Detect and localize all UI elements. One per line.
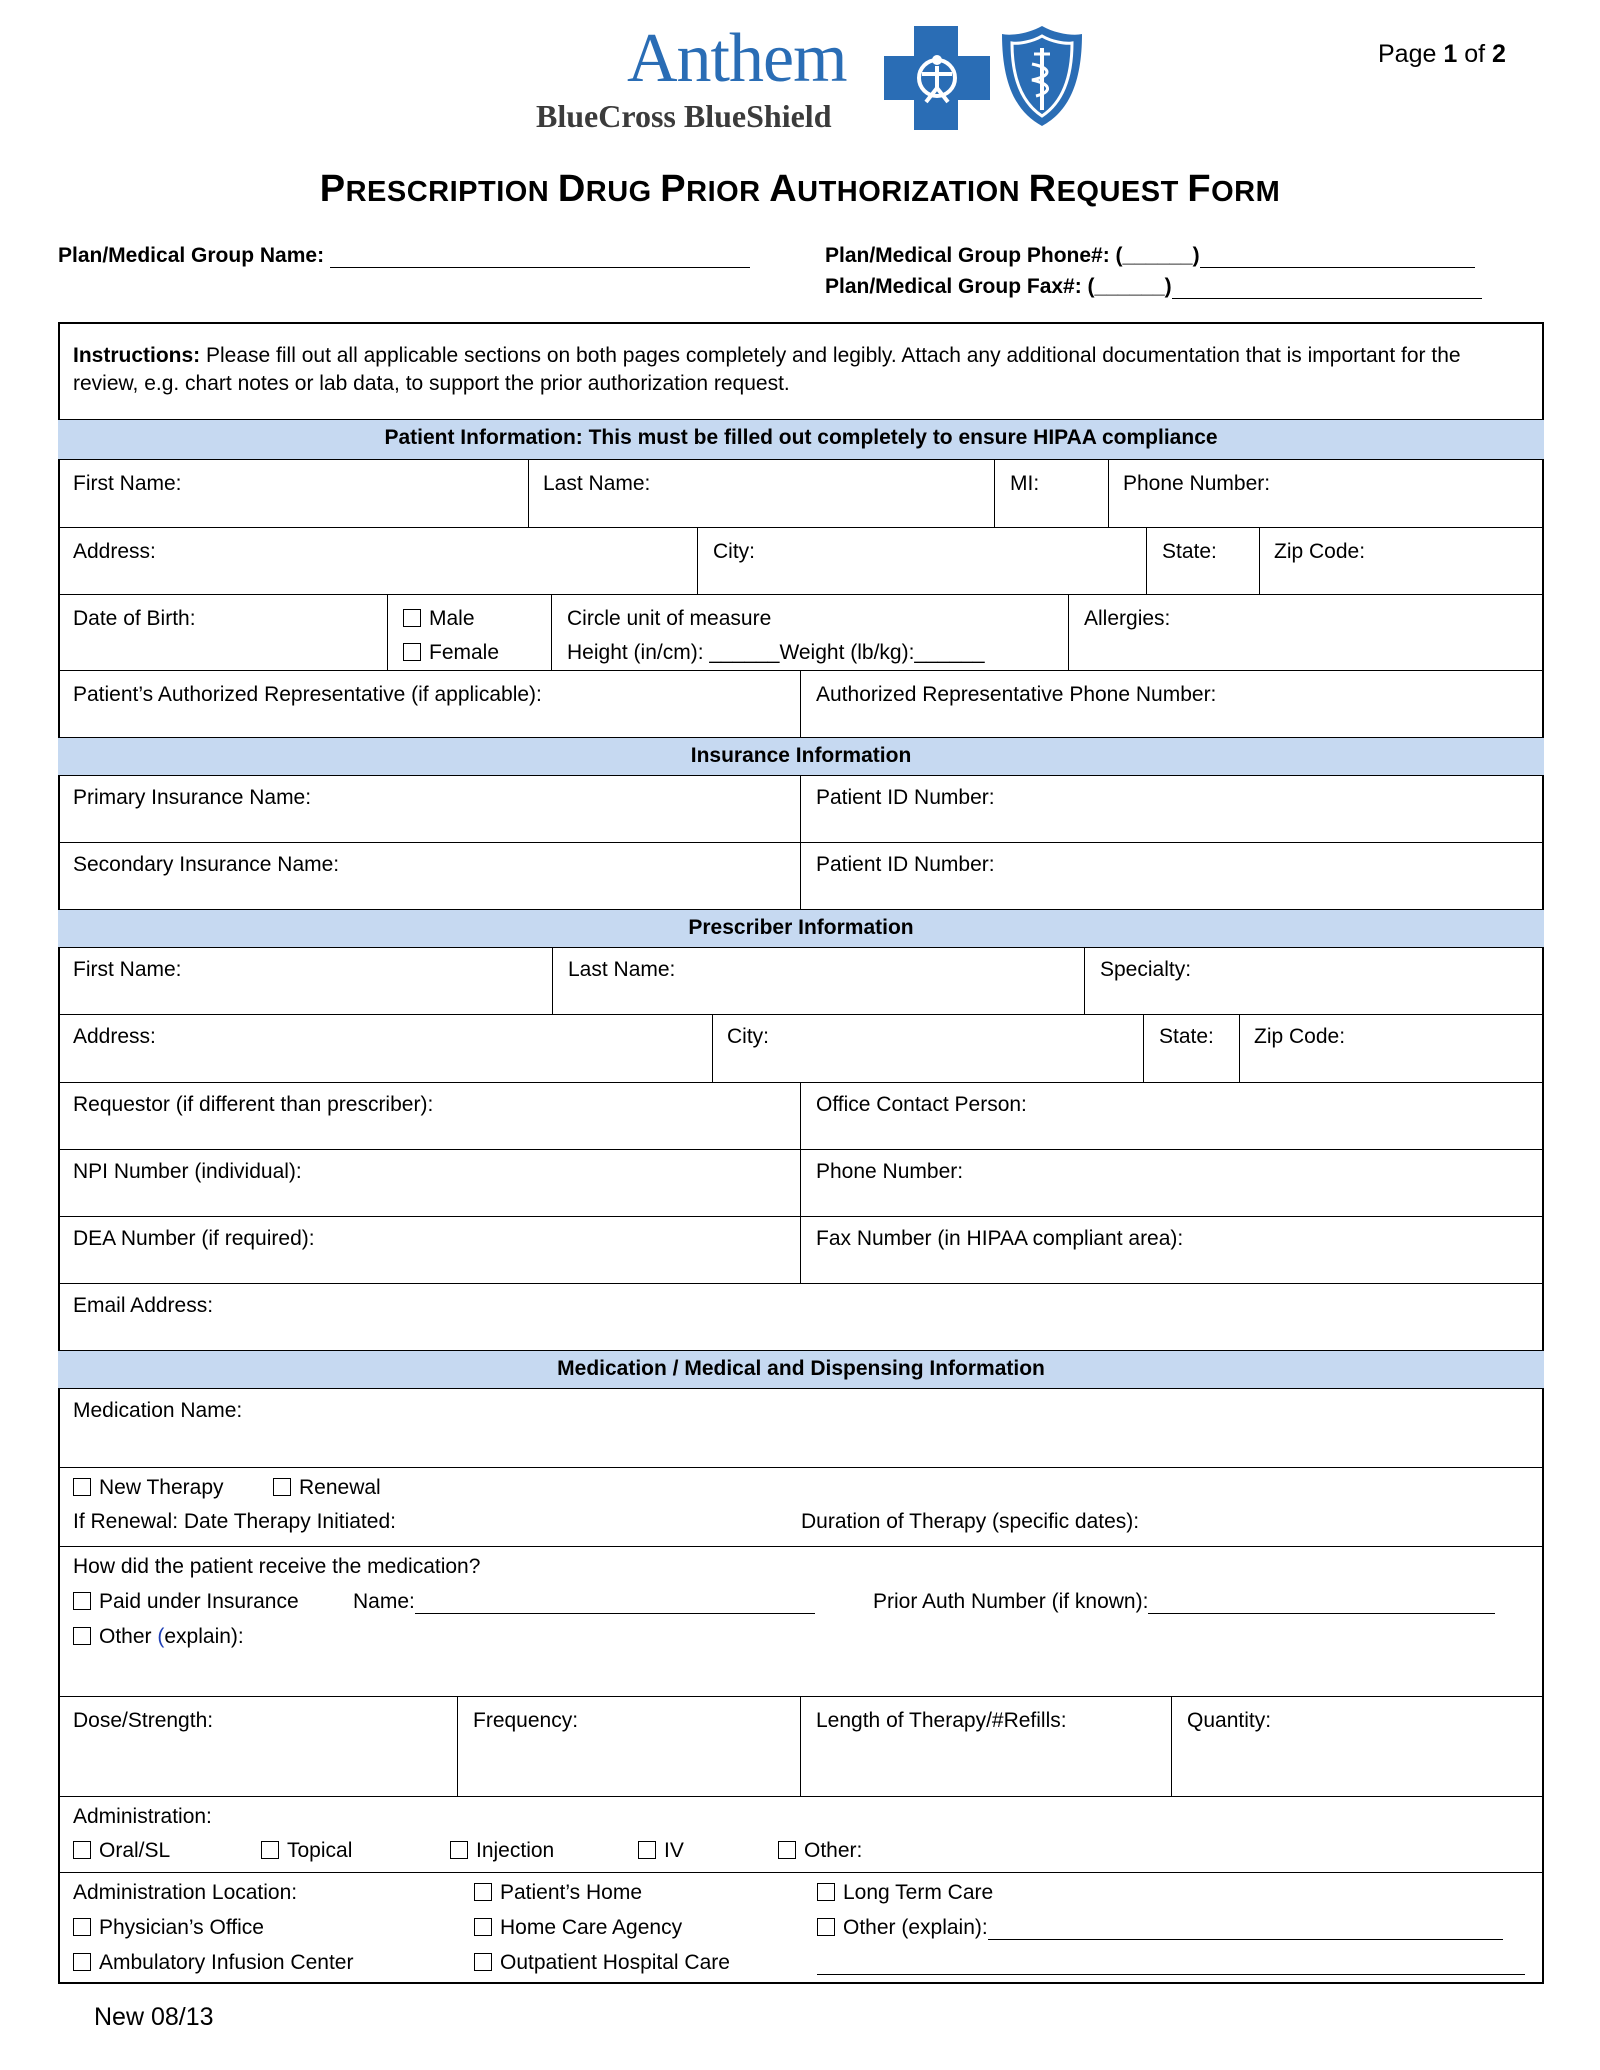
admin-iv-checkbox[interactable]: [638, 1841, 656, 1859]
frequency-field[interactable]: [458, 1697, 801, 1796]
dose-label: Dose/Strength:: [73, 1709, 214, 1732]
duration-label: Duration of Therapy (specific dates):: [801, 1510, 1140, 1533]
loc-other-label: Other (explain):: [843, 1916, 988, 1939]
male-checkbox[interactable]: [403, 609, 421, 627]
prescriber-first-name-field[interactable]: [58, 948, 553, 1014]
plan-name-field[interactable]: [330, 247, 750, 268]
admin-topical-label: Topical: [287, 1839, 353, 1862]
insurance-name-label: Name:: [353, 1590, 815, 1614]
patient-state-label: State:: [1162, 540, 1217, 563]
administration-label: Administration:: [73, 1805, 212, 1828]
patient-height-weight-field[interactable]: [552, 595, 1069, 670]
loc-outpatient-label: Outpatient Hospital Care: [500, 1951, 730, 1974]
prescriber-name-row: [58, 948, 1544, 1015]
prescriber-specialty-label: Specialty:: [1100, 958, 1192, 981]
email-label: Email Address:: [73, 1294, 214, 1317]
secondary-insurance-field[interactable]: [58, 843, 801, 909]
email-row: [58, 1284, 1544, 1351]
plan-phone-label: Plan/Medical Group Phone#: (______): [825, 244, 1475, 268]
page-number: Page 1 of 2: [1378, 40, 1506, 68]
loc-patient-home-checkbox[interactable]: [474, 1883, 492, 1901]
secondary-patient-id-field[interactable]: [801, 843, 1544, 909]
patient-state-field[interactable]: [1147, 528, 1260, 594]
prescriber-section-header: Prescriber Information: [58, 910, 1544, 948]
prescriber-specialty-field[interactable]: [1085, 948, 1544, 1014]
title-initial: F: [1187, 168, 1212, 210]
prescriber-city-field[interactable]: [713, 1015, 1144, 1082]
patient-mi-label: MI:: [1010, 472, 1040, 495]
new-therapy-label: New Therapy: [99, 1476, 224, 1499]
patient-last-name-label: Last Name:: [543, 472, 651, 495]
admin-oral-label: Oral/SL: [99, 1839, 171, 1862]
patient-allergies-label: Allergies:: [1084, 607, 1171, 630]
patient-section-header: Patient Information: This must be filled out completely to ensure HIPAA compliance: [58, 420, 1544, 460]
primary-patient-id-label: Patient ID Number:: [816, 786, 995, 809]
loc-patient-home-option[interactable]: [474, 1881, 642, 1905]
blue-cross-logo: [882, 26, 992, 130]
patient-first-name-field[interactable]: [58, 460, 529, 527]
patient-city-label: City:: [713, 540, 755, 563]
patient-allergies-field[interactable]: [1069, 595, 1544, 670]
loc-home-care-option[interactable]: [474, 1916, 682, 1940]
form-title: [0, 168, 1600, 211]
plan-name-label: Plan/Medical Group Name:: [58, 244, 750, 268]
prescriber-last-name-label: Last Name:: [568, 958, 676, 981]
dose-field[interactable]: [58, 1697, 458, 1796]
length-field[interactable]: [801, 1697, 1172, 1796]
prescriber-last-name-field[interactable]: [553, 948, 1085, 1014]
prescriber-address-label: Address:: [73, 1025, 156, 1048]
patient-rep-field[interactable]: [58, 671, 801, 737]
title-initial: D: [557, 168, 586, 210]
patient-gender-group: [388, 595, 552, 670]
female-checkbox-option[interactable]: [403, 641, 499, 665]
prescriber-phone-label: Phone Number:: [816, 1160, 964, 1183]
female-label: Female: [429, 641, 500, 664]
medication-section-header: Medication / Medical and Dispensing Information: [58, 1351, 1544, 1389]
administration-row: [58, 1797, 1544, 1873]
admin-other-label: Other:: [804, 1839, 863, 1862]
therapy-type-row: [58, 1468, 1544, 1547]
patient-address-label: Address:: [73, 540, 156, 563]
frequency-label: Frequency:: [473, 1709, 579, 1732]
secondary-patient-id-label: Patient ID Number:: [816, 853, 995, 876]
renewal-option[interactable]: [273, 1476, 381, 1500]
admin-location-row: [58, 1873, 1544, 1984]
title-initial: A: [769, 168, 798, 210]
admin-topical-checkbox[interactable]: [261, 1841, 279, 1859]
paid-insurance-label: Paid under Insurance: [99, 1590, 299, 1613]
female-checkbox[interactable]: [403, 643, 421, 661]
prescriber-state-field[interactable]: [1144, 1015, 1240, 1082]
title-initial: P: [319, 168, 346, 210]
loc-other-option[interactable]: [817, 1916, 1503, 1940]
other-explain-checkbox[interactable]: [73, 1627, 91, 1645]
insurance-name-input[interactable]: [415, 1593, 815, 1614]
patient-last-name-field[interactable]: [529, 460, 995, 527]
requestor-label: Requestor (if different than prescriber):: [73, 1093, 434, 1116]
title-initial: R: [1028, 168, 1057, 210]
new-therapy-option[interactable]: [73, 1476, 224, 1500]
blue-shield-logo: [1000, 24, 1084, 128]
loc-home-care-label: Home Care Agency: [500, 1916, 683, 1939]
prescriber-city-label: City:: [727, 1025, 769, 1048]
instructions-text: Instructions: Please fill out all applicable sections on both pages completely and legibly. Attach any additional documentation that is important for the review, e.g. chart notes or lab data, to support the prior authorization request.: [73, 344, 1461, 395]
primary-insurance-row: [58, 776, 1544, 843]
title-word-rest: UTHORIZATION: [797, 176, 1029, 208]
patient-dob-label: Date of Birth:: [73, 607, 196, 630]
quantity-field[interactable]: [1172, 1697, 1544, 1796]
loc-other-input-line2[interactable]: [817, 1951, 1525, 1975]
admin-topical-option[interactable]: [261, 1839, 352, 1863]
primary-patient-id-field[interactable]: [801, 776, 1544, 842]
new-therapy-checkbox[interactable]: [73, 1478, 91, 1496]
insurance-section-header: Insurance Information: [58, 738, 1544, 776]
instructions-row: [58, 322, 1544, 420]
loc-physician-option[interactable]: [73, 1916, 264, 1940]
prescriber-first-name-label: First Name:: [73, 958, 182, 981]
prescriber-fax-label: Fax Number (in HIPAA compliant area):: [816, 1227, 1184, 1250]
prescriber-zip-label: Zip Code:: [1254, 1025, 1346, 1048]
loc-long-term-label: Long Term Care: [843, 1881, 994, 1904]
unit-measure-label: Circle unit of measure: [567, 607, 772, 630]
brand-subtitle: BlueCross BlueShield: [536, 98, 832, 134]
prescriber-state-label: State:: [1159, 1025, 1214, 1048]
date-initiated-label: If Renewal: Date Therapy Initiated:: [73, 1510, 396, 1533]
patient-city-field[interactable]: [698, 528, 1147, 594]
patient-phone-label: Phone Number:: [1123, 472, 1271, 495]
npi-label: NPI Number (individual):: [73, 1160, 302, 1183]
admin-location-label: Administration Location:: [73, 1881, 298, 1904]
form-version: New 08/13: [94, 2003, 214, 2031]
loc-long-term-option[interactable]: [817, 1881, 993, 1905]
patient-representative-row: [58, 671, 1544, 738]
secondary-insurance-label: Secondary Insurance Name:: [73, 853, 340, 876]
loc-outpatient-option[interactable]: [474, 1951, 730, 1975]
patient-rep-phone-label: Authorized Representative Phone Number:: [816, 683, 1217, 706]
prior-auth-input[interactable]: [1148, 1593, 1495, 1614]
requestor-row: [58, 1083, 1544, 1150]
dea-row: [58, 1217, 1544, 1284]
loc-ambulatory-checkbox[interactable]: [73, 1953, 91, 1971]
admin-injection-option[interactable]: [450, 1839, 554, 1863]
patient-phone-field[interactable]: [1109, 460, 1544, 527]
admin-injection-checkbox[interactable]: [450, 1841, 468, 1859]
dose-row: [58, 1697, 1544, 1797]
patient-zip-field[interactable]: [1260, 528, 1544, 594]
quantity-label: Quantity:: [1187, 1709, 1272, 1732]
male-checkbox-option[interactable]: [403, 607, 475, 631]
prescriber-address-field[interactable]: [58, 1015, 713, 1082]
male-label: Male: [429, 607, 475, 630]
npi-field[interactable]: [58, 1150, 801, 1216]
loc-home-care-checkbox[interactable]: [474, 1918, 492, 1936]
office-contact-label: Office Contact Person:: [816, 1093, 1027, 1116]
patient-first-name-label: First Name:: [73, 472, 182, 495]
loc-patient-home-label: Patient’s Home: [500, 1881, 643, 1904]
length-label: Length of Therapy/#Refills:: [816, 1709, 1067, 1732]
patient-mi-field[interactable]: [995, 460, 1109, 527]
paid-insurance-checkbox[interactable]: [73, 1592, 91, 1610]
patient-address-row: [58, 528, 1544, 595]
office-contact-field[interactable]: [801, 1083, 1544, 1149]
renewal-checkbox[interactable]: [273, 1478, 291, 1496]
prescriber-phone-field[interactable]: [801, 1150, 1544, 1216]
loc-long-term-checkbox[interactable]: [817, 1883, 835, 1901]
admin-iv-label: IV: [664, 1839, 684, 1862]
renewal-label: Renewal: [299, 1476, 381, 1499]
patient-address-field[interactable]: [58, 528, 698, 594]
loc-ambulatory-label: Ambulatory Infusion Center: [99, 1951, 354, 1974]
admin-oral-option[interactable]: [73, 1839, 170, 1863]
medication-name-label: Medication Name:: [73, 1399, 243, 1422]
primary-insurance-field[interactable]: [58, 776, 801, 842]
loc-outpatient-checkbox[interactable]: [474, 1953, 492, 1971]
npi-row: [58, 1150, 1544, 1217]
title-word-rest: RIOR: [686, 176, 770, 208]
title-word-rest: EQUEST: [1056, 176, 1188, 208]
patient-rep-phone-field[interactable]: [801, 671, 1544, 737]
admin-iv-option[interactable]: [638, 1839, 684, 1863]
title-word-rest: ORM: [1211, 176, 1281, 208]
loc-physician-label: Physician’s Office: [99, 1916, 264, 1939]
title-initial: P: [660, 168, 687, 210]
height-weight-label: Height (in/cm): ______Weight (lb/kg):______: [567, 641, 985, 664]
dea-label: DEA Number (if required):: [73, 1227, 315, 1250]
how-received-label: How did the patient receive the medication?: [73, 1555, 481, 1578]
primary-insurance-label: Primary Insurance Name:: [73, 786, 312, 809]
patient-zip-label: Zip Code:: [1274, 540, 1366, 563]
admin-other-checkbox[interactable]: [778, 1841, 796, 1859]
title-word-rest: RESCRIPTION: [345, 176, 558, 208]
patient-dob-row: [58, 595, 1544, 671]
plan-phone-field[interactable]: [1200, 247, 1475, 268]
plan-fax-field[interactable]: [1172, 278, 1482, 299]
how-received-row: [58, 1547, 1544, 1697]
medication-name-field[interactable]: [58, 1389, 1544, 1467]
prescriber-address-row: [58, 1015, 1544, 1083]
prescriber-zip-field[interactable]: [1240, 1015, 1544, 1082]
loc-physician-checkbox[interactable]: [73, 1918, 91, 1936]
prior-auth-label: Prior Auth Number (if known):: [873, 1590, 1495, 1614]
other-explain-option[interactable]: Other (explain):: [73, 1625, 244, 1649]
patient-name-row: [58, 460, 1544, 528]
loc-other-checkbox[interactable]: [817, 1918, 835, 1936]
prescriber-fax-field[interactable]: [801, 1217, 1544, 1283]
requestor-field[interactable]: [58, 1083, 801, 1149]
admin-oral-checkbox[interactable]: [73, 1841, 91, 1859]
medication-name-row: [58, 1389, 1544, 1468]
brand-wordmark: Anthem: [627, 20, 847, 97]
patient-dob-field[interactable]: [58, 595, 388, 670]
email-field[interactable]: [58, 1284, 1544, 1350]
plan-fax-label: Plan/Medical Group Fax#: (______): [825, 275, 1482, 299]
loc-ambulatory-option[interactable]: [73, 1951, 353, 1975]
dea-field[interactable]: [58, 1217, 801, 1283]
patient-rep-label: Patient’s Authorized Representative (if applicable):: [73, 683, 542, 706]
admin-injection-label: Injection: [476, 1839, 555, 1862]
paid-insurance-option[interactable]: [73, 1590, 299, 1614]
secondary-insurance-row: [58, 843, 1544, 910]
admin-other-option[interactable]: [778, 1839, 862, 1863]
loc-other-input[interactable]: [988, 1919, 1503, 1940]
title-word-rest: RUG: [585, 176, 661, 208]
